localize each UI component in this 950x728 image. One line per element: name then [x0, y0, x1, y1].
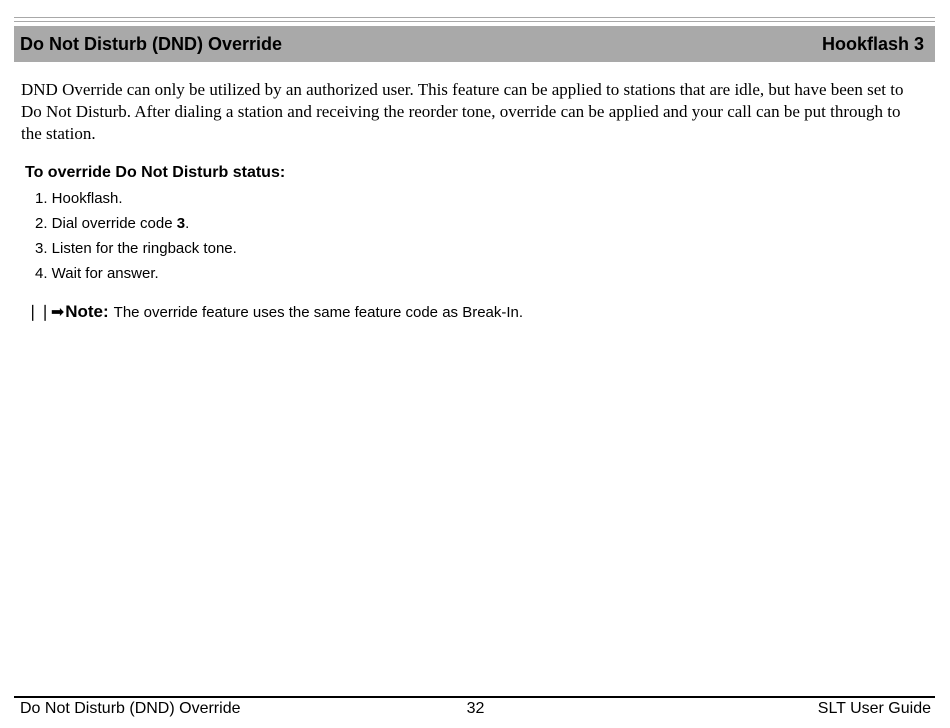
procedure-steps	[35, 186, 237, 286]
note-text: The override feature uses the same feature code as Break-In.	[113, 303, 524, 321]
page-number: 32	[466, 700, 485, 717]
footer-guide-title: SLT User Guide	[817, 700, 931, 717]
step-item: 2. Dial override code 3.	[35, 215, 190, 232]
top-rule-lower	[14, 21, 935, 22]
footer-chapter: Do Not Disturb (DND) Override	[20, 700, 241, 717]
section-header-bar	[14, 26, 935, 62]
page-title: Do Not Disturb (DND) Override	[20, 33, 283, 54]
note-block	[26, 302, 523, 322]
section-label: Hookflash 3	[821, 33, 924, 54]
top-rule-upper	[14, 17, 935, 18]
page-footer	[20, 700, 931, 718]
step-item: 3. Listen for the ringback tone.	[35, 240, 237, 257]
intro-paragraph: DND Override can only be utilized by an authorized user. This feature can be applied to stations that are idle, but have been set to Do Not Disturb. After dialing a station and receiving the reorder tone, override can be applied and your call can be put through to the station.	[21, 80, 904, 143]
procedure-heading: To override Do Not Disturb status:	[25, 164, 286, 181]
note-label: Note:	[65, 302, 109, 321]
step-item: 1. Hookflash.	[35, 190, 123, 207]
note-arrow-icon: ❘❘➡	[26, 304, 64, 321]
step-item: 4. Wait for answer.	[35, 265, 159, 282]
footer-rule	[14, 696, 935, 698]
override-code: 3	[176, 215, 186, 232]
